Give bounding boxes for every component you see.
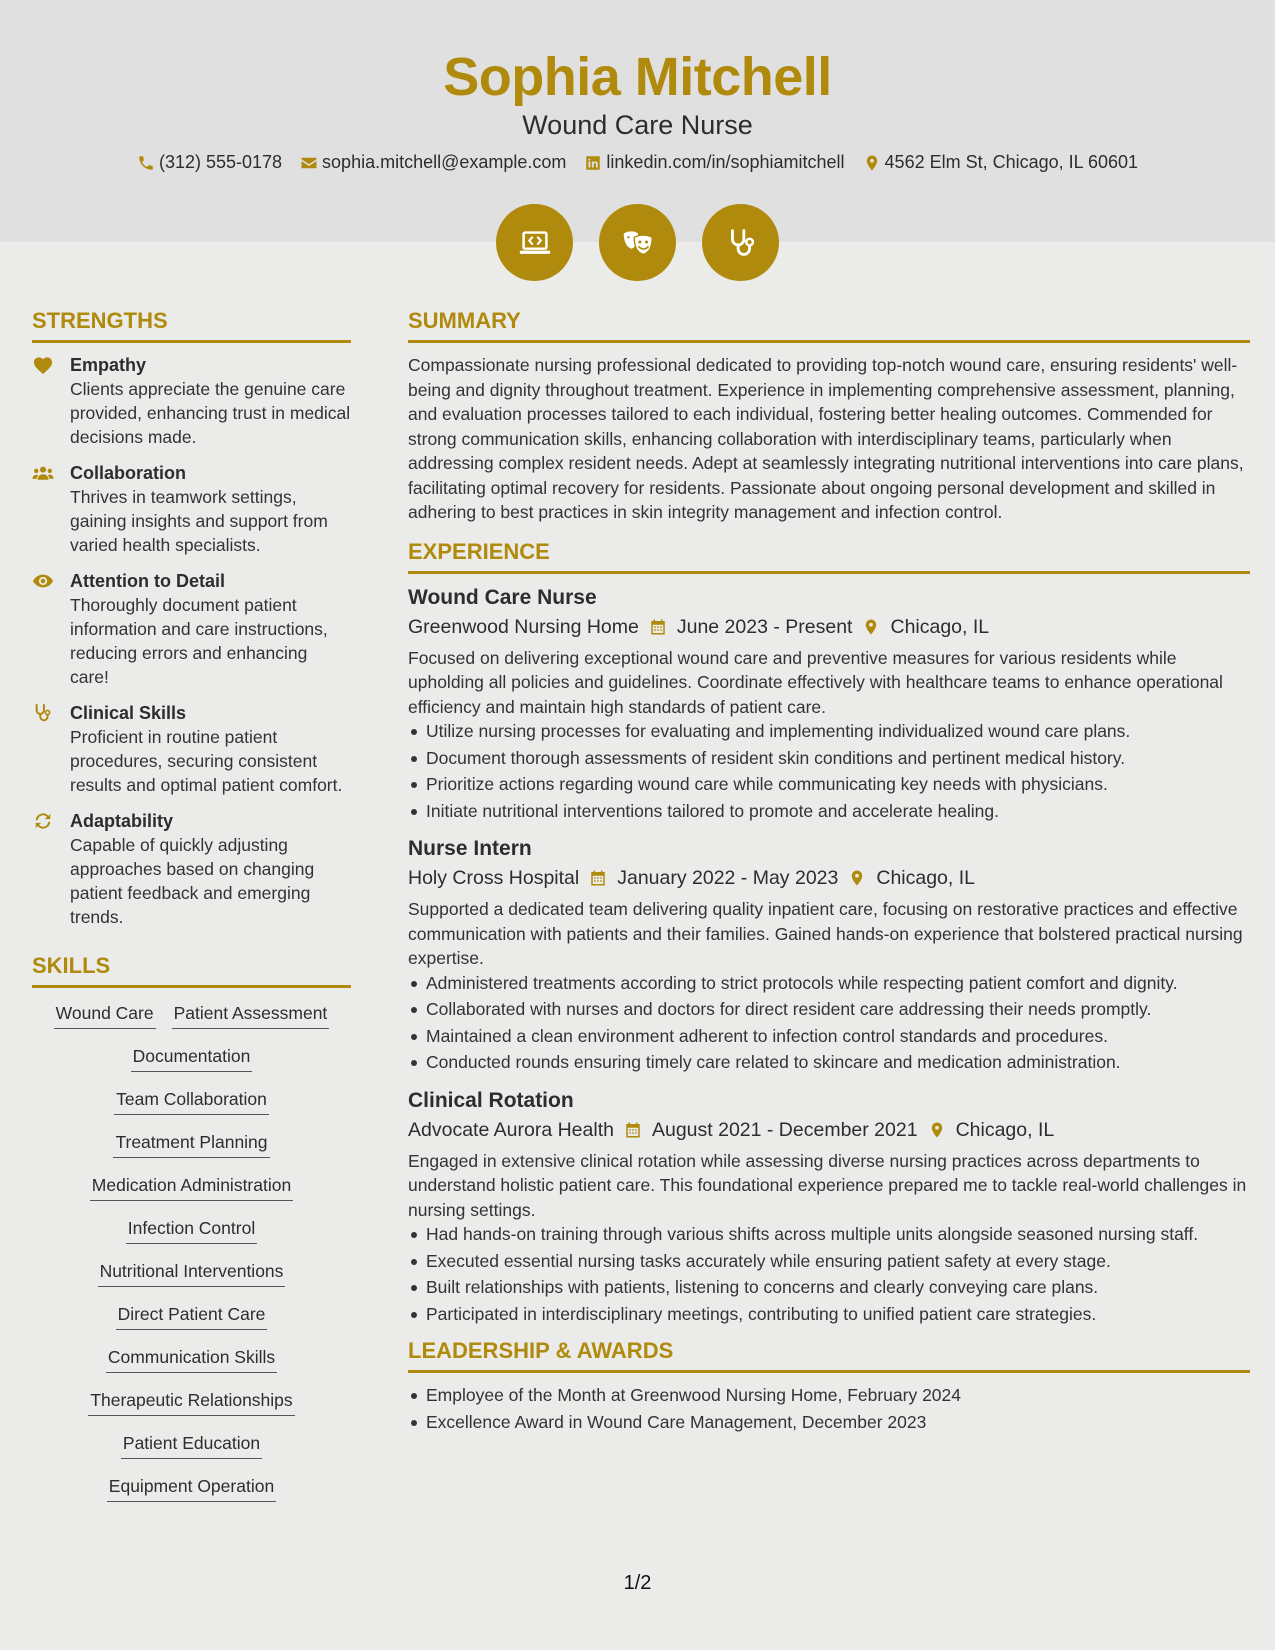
- phone-text: (312) 555-0178: [158, 152, 283, 172]
- job-title: Nurse Intern: [408, 837, 532, 860]
- contact-phone[interactable]: [137, 152, 282, 173]
- strength-item: [32, 569, 351, 689]
- bullet-item: Participated in interdisciplinary meetings, contributing to unified patient care strategies.: [408, 1302, 1250, 1327]
- page-number: 1/2: [623, 1572, 652, 1594]
- bullet-item: Administered treatments according to strict protocols while respecting patient comfort and dignity.: [408, 971, 1250, 996]
- candidate-name: Sophia Mitchell: [443, 47, 832, 107]
- skill-tag: Equipment Operation: [32, 1475, 351, 1502]
- laptop-code-icon: [516, 224, 554, 262]
- job-entry: [408, 835, 1250, 1075]
- bullet-item: Initiate nutritional interventions tailored to promote and accelerate healing.: [408, 799, 1250, 824]
- job-title: Wound Care Nurse: [408, 585, 597, 609]
- skill-tag: Patient Assessment: [172, 1002, 330, 1029]
- summary-text: Compassionate nursing professional dedicated to providing top-notch wound care, ensuring residents' well-being and dignity throughout treatment. Experience in implementing comprehensive assessment, planning, and evaluation processes tailored to each individual, fostering better healing outcomes. Commended for strong communication skills, enhancing collaboration with interdisciplinary teams, particularly when addressing complex resident needs. Adept at seamlessly integrating nutritional interventions into care plans, facilitating optimal recovery for residents. Passionate about ongoing personal development and skilled in adhering to best practices in skin integrity management and infection control.: [408, 355, 1244, 522]
- strength-title: Adaptability: [70, 811, 174, 831]
- bullet-item: Had hands-on training through various shifts across multiple units alongside seasoned nursing staff.: [408, 1222, 1250, 1247]
- bullet-item: Document thorough assessments of resident skin conditions and pertinent medical history.: [408, 746, 1250, 771]
- job-meta: [408, 1115, 1250, 1145]
- bullet-item: Collaborated with nurses and doctors for direct resident care addressing their needs promptly.: [408, 997, 1250, 1022]
- calendar-icon: [589, 869, 607, 887]
- awards-list: [408, 1383, 1250, 1434]
- skill-tag: Nutritional Interventions: [32, 1260, 351, 1287]
- skill-tag: Infection Control: [32, 1217, 351, 1244]
- contact-linkedin[interactable]: [584, 152, 844, 173]
- job-meta: [408, 612, 1250, 642]
- strength-desc: Proficient in routine patient procedures, securing consistent results and optimal patient comfort.: [70, 727, 343, 795]
- skill-tag: Communication Skills: [32, 1346, 351, 1373]
- job-description: Engaged in extensive clinical rotation while assessing diverse nursing practices across departments to understand holistic patient care. This foundational experience prepared me to tackle real-world challenges in nursing settings.: [408, 1150, 1247, 1220]
- skill-tag: Team Collaboration: [32, 1088, 351, 1115]
- skill-tag: Wound Care: [54, 1002, 156, 1029]
- job-location: Chicago, IL: [890, 615, 990, 638]
- heart-icon: [32, 355, 54, 375]
- badge-row: [0, 204, 1275, 281]
- linkedin-icon: [584, 154, 602, 172]
- badge-laptop-code: [496, 204, 573, 281]
- map-marker-icon: [928, 1121, 946, 1139]
- job-company: Advocate Aurora Health: [408, 1118, 614, 1141]
- strengths-heading: STRENGTHS: [32, 308, 351, 343]
- skills-list: [32, 998, 351, 1502]
- strength-item: [32, 809, 351, 929]
- strength-desc: Thoroughly document patient information and care instructions, reducing errors and enhancing care!: [70, 595, 328, 687]
- strength-item: [32, 353, 351, 449]
- stethoscope-icon: [722, 224, 760, 262]
- skill-tag: Patient Education: [32, 1432, 351, 1459]
- job-dates: August 2021 - December 2021: [651, 1118, 918, 1141]
- strength-title: Attention to Detail: [70, 571, 225, 591]
- job-company: Holy Cross Hospital: [408, 867, 580, 889]
- address-text: 4562 Elm St, Chicago, IL 60601: [884, 152, 1139, 172]
- contact-email[interactable]: [300, 152, 566, 173]
- strength-title: Empathy: [70, 355, 147, 375]
- users-icon: [32, 463, 54, 483]
- contact-address: [863, 152, 1139, 173]
- job-description: Supported a dedicated team delivering quality inpatient care, focusing on restorative practices and effective communication with patients and their families. Gained hands-on experience that bolstered practical nursing expertise.: [408, 899, 1243, 968]
- bullet-item: Prioritize actions regarding wound care while communicating key needs with physicians.: [408, 772, 1250, 797]
- job-location: Chicago, IL: [876, 867, 976, 889]
- map-marker-icon: [862, 618, 880, 636]
- email-text: sophia.mitchell@example.com: [322, 152, 567, 172]
- skill-tag: Documentation: [32, 1045, 351, 1072]
- award-item: Excellence Award in Wound Care Management, December 2023: [408, 1410, 1250, 1435]
- eye-icon: [32, 571, 54, 591]
- calendar-icon: [624, 1121, 642, 1139]
- theater-masks-icon: [619, 224, 657, 262]
- contact-bar: [0, 152, 1275, 173]
- bullet-item: Executed essential nursing tasks accurately while ensuring patient safety at every stage.: [408, 1249, 1250, 1274]
- strengths-list: [32, 353, 351, 929]
- bullet-item: Conducted rounds ensuring timely care related to skincare and medication administration.: [408, 1050, 1250, 1075]
- job-description: Focused on delivering exceptional wound care and preventive measures for various residents while upholding all policies and guidelines. Coordinate effectively with healthcare teams to enhance operational efficiency and maintain high standards of patient care.: [408, 647, 1223, 717]
- leadership-heading: LEADERSHIP & AWARDS: [408, 1338, 1250, 1373]
- summary-heading: SUMMARY: [408, 308, 1250, 343]
- job-dates: June 2023 - Present: [676, 615, 853, 638]
- bullet-item: Maintained a clean environment adherent to infection control standards and procedures.: [408, 1024, 1250, 1049]
- job-entry: [408, 584, 1250, 824]
- phone-icon: [137, 154, 155, 172]
- strength-item: [32, 461, 351, 557]
- strength-desc: Clients appreciate the genuine care provided, enhancing trust in medical decisions made.: [70, 379, 351, 447]
- skill-tag: Direct Patient Care: [32, 1303, 351, 1330]
- job-bullets: [408, 719, 1250, 823]
- job-bullets: [408, 1222, 1250, 1326]
- award-item: Employee of the Month at Greenwood Nursing Home, February 2024: [408, 1383, 1250, 1408]
- bullet-item: Built relationships with patients, listening to concerns and clearly conveying care plans.: [408, 1275, 1250, 1300]
- candidate-role: Wound Care Nurse: [522, 110, 753, 140]
- skills-heading: SKILLS: [32, 953, 351, 988]
- map-marker-icon: [848, 869, 866, 887]
- linkedin-text: linkedin.com/in/sophiamitchell: [606, 152, 845, 172]
- job-meta: [408, 863, 1250, 893]
- job-title: Clinical Rotation: [408, 1088, 574, 1112]
- right-column: [408, 308, 1250, 1436]
- sync-icon: [32, 811, 54, 831]
- envelope-icon: [300, 154, 318, 172]
- calendar-icon: [649, 618, 667, 636]
- badge-stethoscope: [702, 204, 779, 281]
- stethoscope-icon: [32, 703, 54, 723]
- job-dates: January 2022 - May 2023: [617, 867, 839, 889]
- job-company: Greenwood Nursing Home: [408, 615, 639, 638]
- job-location: Chicago, IL: [955, 1118, 1055, 1141]
- bullet-item: Utilize nursing processes for evaluating and implementing individualized wound care plans.: [408, 719, 1250, 744]
- job-bullets: [408, 971, 1250, 1075]
- badge-theater-masks: [599, 204, 676, 281]
- job-entry: [408, 1087, 1250, 1327]
- strength-title: Collaboration: [70, 463, 186, 483]
- skill-tag: Therapeutic Relationships: [32, 1389, 351, 1416]
- map-marker-icon: [863, 154, 881, 172]
- skill-tag: Treatment Planning: [32, 1131, 351, 1158]
- skill-tag: Medication Administration: [32, 1174, 351, 1201]
- strength-title: Clinical Skills: [70, 703, 187, 723]
- left-column: [32, 308, 351, 1502]
- experience-heading: EXPERIENCE: [408, 539, 1250, 574]
- strength-item: [32, 701, 351, 797]
- strength-desc: Capable of quickly adjusting approaches based on changing patient feedback and emerging trends.: [70, 835, 315, 927]
- strength-desc: Thrives in teamwork settings, gaining insights and support from varied health specialists.: [70, 487, 328, 555]
